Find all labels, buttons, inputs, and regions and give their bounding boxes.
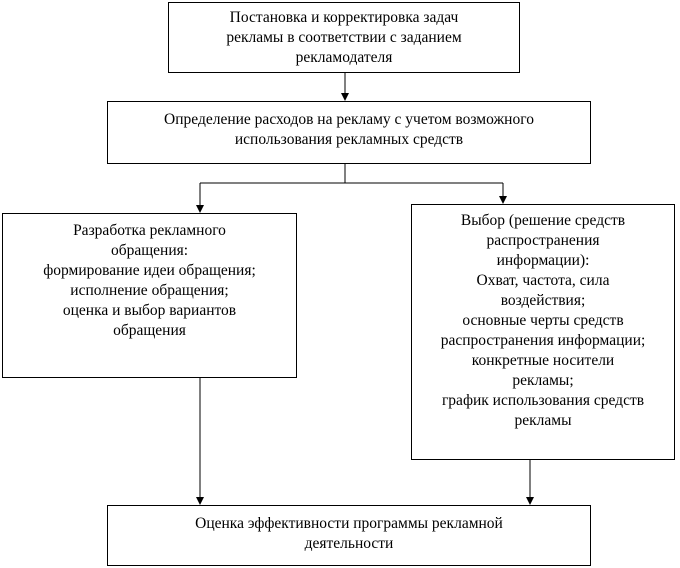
task-line: рекламодателя: [295, 49, 393, 66]
budget-line: использования рекламных средств: [234, 131, 464, 148]
media-line: рекламы: [514, 412, 572, 429]
media-box: [411, 204, 675, 460]
message-box: [2, 213, 297, 378]
evaluation-line: деятельности: [304, 535, 394, 552]
media-line: информации):: [496, 252, 590, 269]
media-line: Охват, частота, сила: [476, 272, 610, 289]
message-line: обращения:: [110, 242, 189, 259]
media-line: конкретные носители: [471, 352, 615, 369]
media-line: Выбор (решение средств: [460, 212, 626, 229]
task-line: рекламы в соответствии с заданием: [226, 29, 462, 46]
message-line: обращения: [113, 322, 186, 339]
evaluation-line: Оценка эффективности программы рекламной: [195, 515, 503, 532]
budget-box: [107, 101, 591, 164]
media-line: график использования средств: [441, 392, 645, 409]
media-line: распространения: [486, 232, 600, 249]
media-line: рекламы;: [512, 372, 574, 389]
message-line: оценка и выбор вариантов: [62, 302, 237, 319]
evaluation-box: [107, 505, 591, 566]
message-line: формирование идеи обращения;: [43, 262, 256, 279]
media-line: основные черты средств: [462, 312, 624, 329]
message-line: исполнение обращения;: [70, 282, 229, 299]
media-line: распространения информации;: [440, 332, 646, 349]
message-line: Разработка рекламного: [73, 222, 226, 239]
media-line: воздействия;: [500, 292, 586, 309]
task-box: [168, 2, 520, 73]
budget-line: Определение расходов на рекламу с учетом возможного: [164, 111, 534, 128]
task-line: Постановка и корректировка задач: [229, 9, 459, 26]
